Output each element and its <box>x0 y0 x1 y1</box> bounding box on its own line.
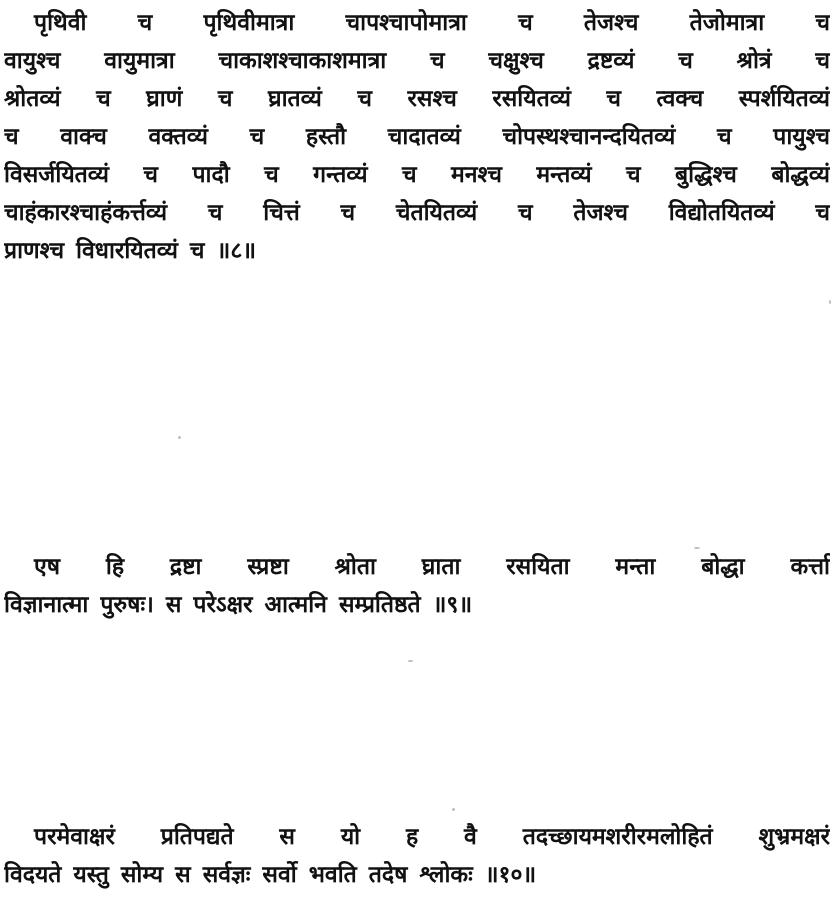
verse-10 <box>4 818 830 894</box>
scan-speck <box>178 436 181 439</box>
scan-speck <box>408 660 413 662</box>
verse-line: श्रोतव्यं च घ्राणं च घ्रातव्यं च रसश्च रसयितव्यं च त्वक्च स्पर्शयितव्यं <box>4 85 830 112</box>
scan-speck <box>694 547 700 549</box>
verse-8 <box>4 4 830 270</box>
verse-line: च वाक्च वक्तव्यं च हस्तौ चादातव्यं चोपस्थश्चानन्दयितव्यं च पायुश्च <box>4 123 830 150</box>
verse-line: विसर्जयितव्यं च पादौ च गन्तव्यं च मनश्च मन्तव्यं च बुद्धिश्च बोद्धव्यं <box>4 161 830 188</box>
verse-line: विदयते यस्तु सोम्य स सर्वज्ञः सर्वो भवति तदेष श्लोकः ॥१०॥ <box>4 861 537 888</box>
verse-line: चाहंकारश्चाहंकर्त्तव्यं च चित्तं च चेतयितव्यं च तेजश्च विद्योतयितव्यं च <box>4 199 830 226</box>
verse-line: प्राणश्च विधारयितव्यं च ॥८॥ <box>4 237 257 264</box>
scan-speck <box>452 808 455 811</box>
verse-9 <box>4 548 830 624</box>
verse-line: परमेवाक्षरं प्रतिपद्यते स यो ह वै तदच्छायमशरीरमलोहितं शुभ्रमक्षरं <box>34 823 830 850</box>
verse-line: एष हि द्रष्टा स्प्रष्टा श्रोता घ्राता रसयिता मन्ता बोद्धा कर्त्ता <box>34 553 830 580</box>
verse-line: विज्ञानात्मा पुरुषः। स परेऽक्षर आत्मनि सम्प्रतिष्ठते ॥९॥ <box>4 591 473 618</box>
scan-speck <box>829 300 831 304</box>
verse-line: वायुश्च वायुमात्रा चाकाशश्चाकाशमात्रा च चक्षुश्च द्रष्टव्यं च श्रोत्रं च <box>4 47 830 74</box>
verse-line: पृथिवी च पृथिवीमात्रा चापश्चापोमात्रा च तेजश्च तेजोमात्रा च <box>34 9 830 36</box>
